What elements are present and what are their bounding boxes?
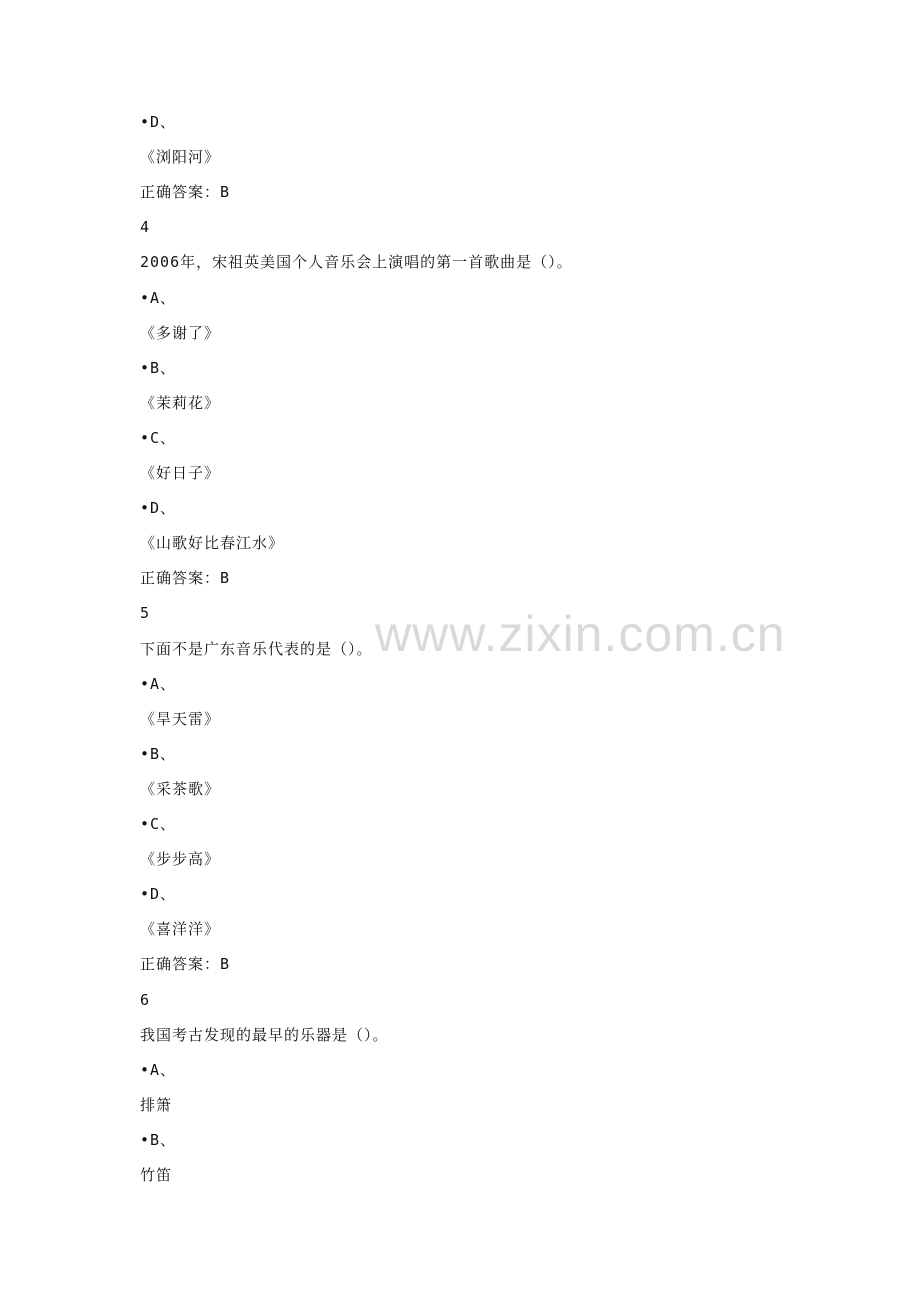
option-label: •A、 xyxy=(140,1061,177,1079)
option-text: 排箫 xyxy=(140,1096,173,1114)
question-text: 2006年，宋祖英美国个人音乐会上演唱的第一首歌曲是（）。 xyxy=(140,253,573,271)
option-text: 《采茶歌》 xyxy=(140,780,221,798)
option-label: •D、 xyxy=(140,499,177,517)
option-text: 《茉莉花》 xyxy=(140,394,221,412)
correct-answer: 正确答案：B xyxy=(140,183,231,201)
question-number: 4 xyxy=(140,218,151,236)
option-label: •C、 xyxy=(140,815,177,833)
option-text: 《好日子》 xyxy=(140,464,221,482)
option-text: 《浏阳河》 xyxy=(140,148,221,166)
option-label: •D、 xyxy=(140,113,177,131)
correct-answer: 正确答案：B xyxy=(140,569,231,587)
question-number: 5 xyxy=(140,604,151,622)
question-number: 6 xyxy=(140,991,151,1009)
option-label: •A、 xyxy=(140,675,177,693)
option-text: 《多谢了》 xyxy=(140,324,221,342)
option-label: •B、 xyxy=(140,359,177,377)
option-label: •B、 xyxy=(140,745,177,763)
question-text: 我国考古发现的最早的乐器是（）。 xyxy=(140,1026,389,1044)
option-label: •C、 xyxy=(140,429,177,447)
option-text: 竹笛 xyxy=(140,1166,173,1184)
watermark: www.zixin.com.cn xyxy=(375,606,786,662)
option-label: •D、 xyxy=(140,885,177,903)
option-label: •B、 xyxy=(140,1131,177,1149)
question-text: 下面不是广东音乐代表的是（）。 xyxy=(140,640,373,658)
option-text: 《旱天雷》 xyxy=(140,710,221,728)
option-text: 《步步高》 xyxy=(140,850,221,868)
correct-answer: 正确答案：B xyxy=(140,955,231,973)
option-text: 《山歌好比春江水》 xyxy=(140,534,285,552)
option-text: 《喜洋洋》 xyxy=(140,920,221,938)
option-label: •A、 xyxy=(140,289,177,307)
